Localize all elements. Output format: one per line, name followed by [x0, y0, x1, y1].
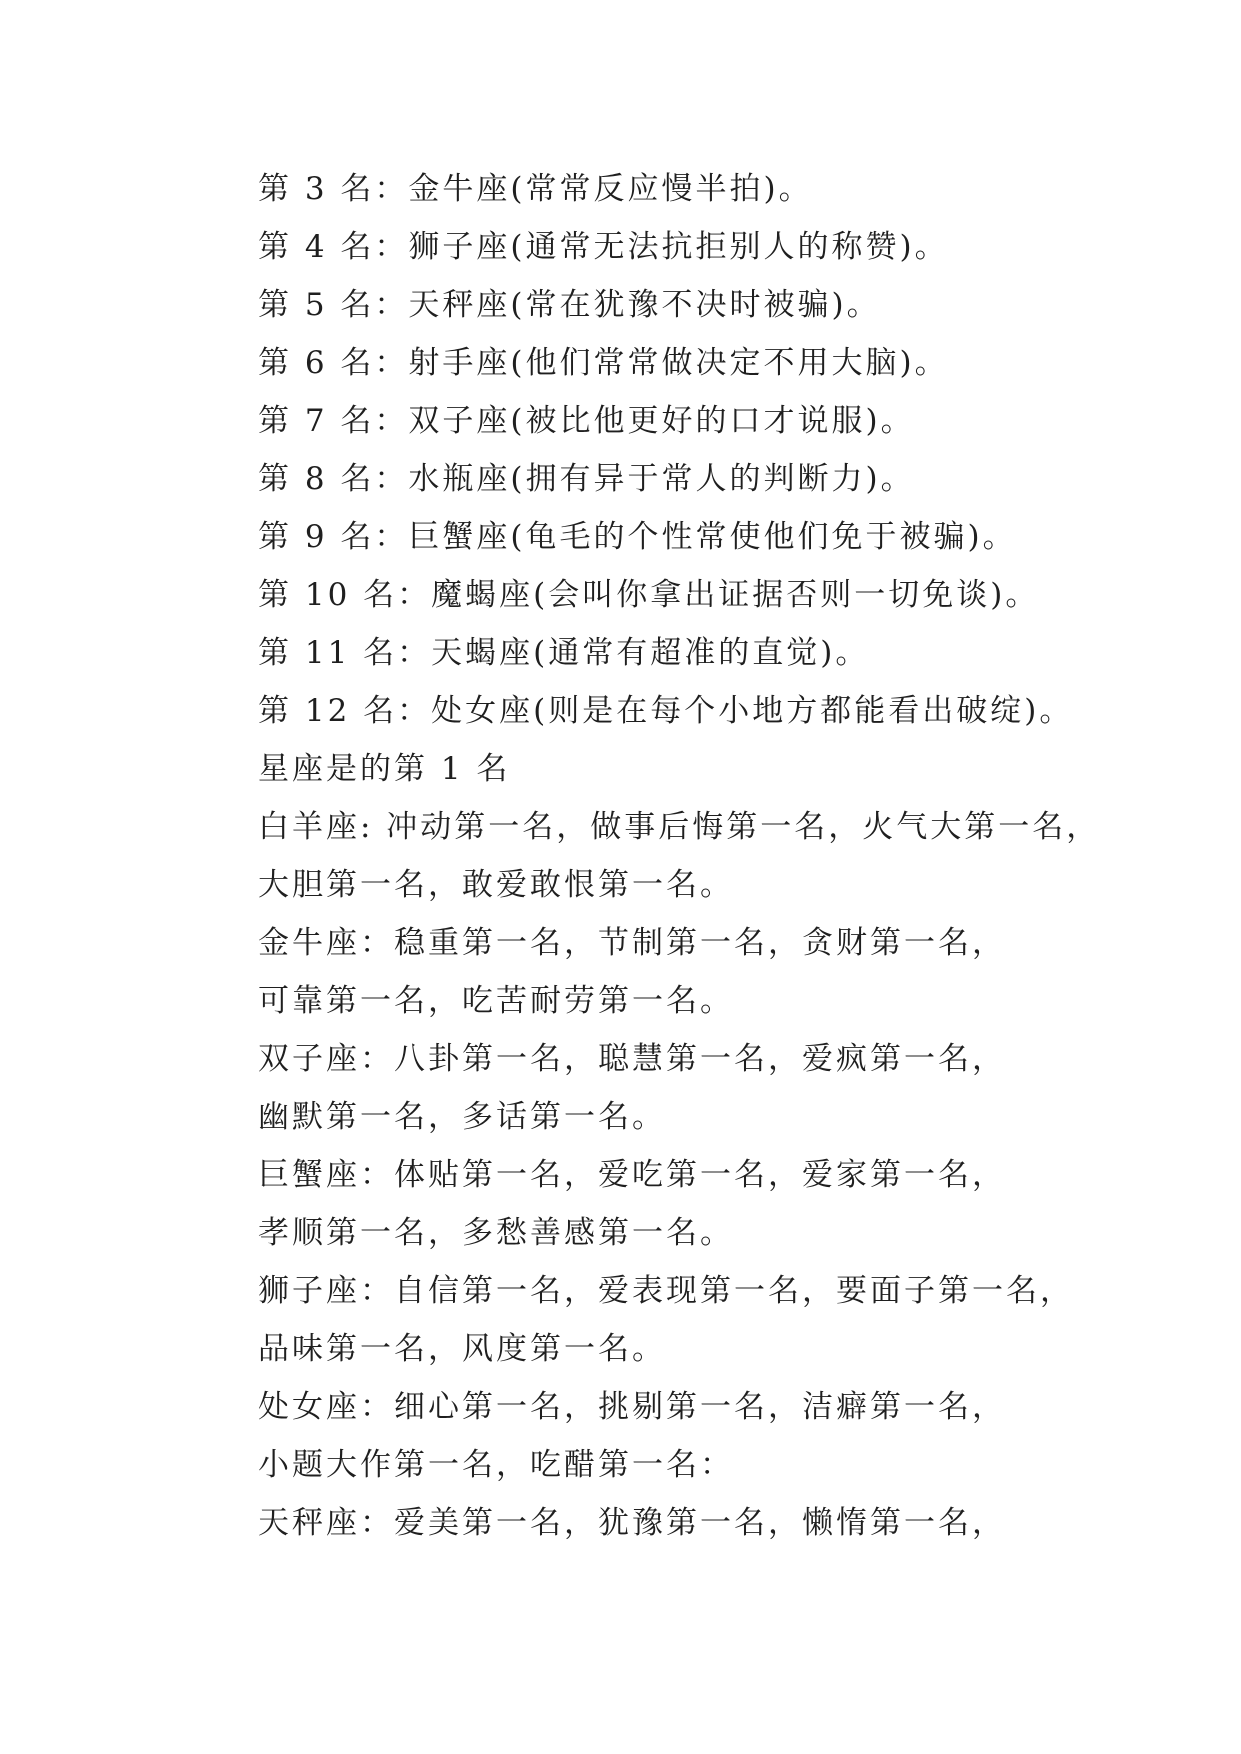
text-line-cancer-cont: 孝顺第一名，多愁善感第一名。: [258, 1215, 734, 1251]
text-line-ranking-9: 第 9 名：巨蟹座(龟毛的个性常使他们免于被骗)。: [258, 519, 1017, 555]
section-heading: 星座是的第 1 名: [258, 751, 511, 787]
text-line-taurus: 金牛座：稳重第一名，节制第一名，贪财第一名，: [258, 925, 1006, 961]
text-line-leo-cont: 品味第一名，风度第一名。: [258, 1331, 666, 1367]
text-line-aries: 白羊座: 冲动第一名，做事后悔第一名，火气大第一名，: [258, 809, 1101, 845]
text-line-leo: 狮子座：自信第一名，爱表现第一名，要面子第一名，: [258, 1273, 1074, 1309]
text-line-aries-cont: 大胆第一名，敢爱敢恨第一名。: [258, 867, 734, 903]
text-line-gemini: 双子座：八卦第一名，聪慧第一名，爱疯第一名，: [258, 1041, 1006, 1077]
text-line-cancer: 巨蟹座：体贴第一名，爱吃第一名，爱家第一名，: [258, 1157, 1006, 1193]
text-line-ranking-4: 第 4 名：狮子座(通常无法抗拒别人的称赞)。: [258, 229, 949, 265]
text-line-ranking-7: 第 7 名：双子座(被比他更好的口才说服)。: [258, 403, 915, 439]
text-line-gemini-cont: 幽默第一名，多话第一名。: [258, 1099, 666, 1135]
document-body: [258, 160, 1158, 1552]
text-line-ranking-5: 第 5 名：天秤座(常在犹豫不决时被骗)。: [258, 287, 881, 323]
text-line-ranking-3: 第 3 名：金牛座(常常反应慢半拍)。: [258, 171, 813, 207]
text-line-virgo-cont: 小题大作第一名，吃醋第一名：: [258, 1447, 734, 1483]
text-line-ranking-6: 第 6 名：射手座(他们常常做决定不用大脑)。: [258, 345, 949, 381]
text-line-taurus-cont: 可靠第一名，吃苦耐劳第一名。: [258, 983, 734, 1019]
text-line-libra: 天秤座：爱美第一名，犹豫第一名，懒惰第一名，: [258, 1505, 1006, 1541]
text-line-ranking-8: 第 8 名：水瓶座(拥有异于常人的判断力)。: [258, 461, 915, 497]
text-line-virgo: 处女座：细心第一名，挑剔第一名，洁癖第一名，: [258, 1389, 1006, 1425]
text-line-ranking-12: 第 12 名：处女座(则是在每个小地方都能看出破绽)。: [258, 693, 1074, 729]
text-line-ranking-11: 第 11 名：天蝎座(通常有超准的直觉)。: [258, 635, 870, 671]
text-line-ranking-10: 第 10 名：魔蝎座(会叫你拿出证据否则一切免谈)。: [258, 577, 1040, 613]
